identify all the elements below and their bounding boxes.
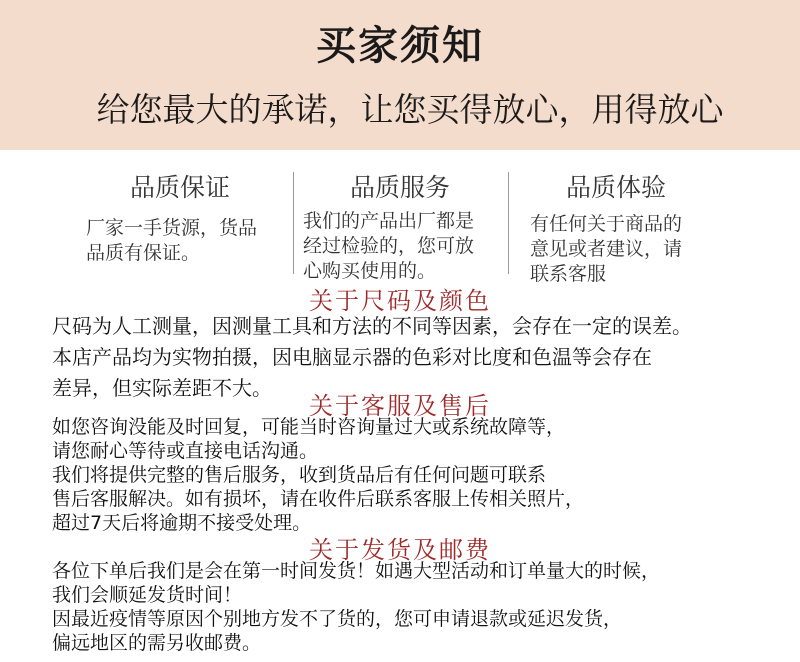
section-line: 本店产品均为实物拍摄，因电脑显示器的色彩对比度和色温等会存在: [52, 345, 652, 369]
column-body-quality-experience: [530, 212, 682, 287]
section-title-size-color: 关于尺码及颜色: [309, 287, 491, 315]
column-line: 经过检验的，您可放: [303, 235, 475, 257]
section-line: 尺码为人工测量，因测量工具和方法的不同等因素，会存在一定的误差。: [52, 314, 692, 338]
section-body-service-aftersales: [52, 415, 792, 535]
column-body-quality-service: [303, 209, 474, 284]
section-line: 我们会顺延发货时间！: [52, 584, 243, 606]
section-body-shipping-postage: [52, 559, 792, 655]
section-line: 各位下单后我们是会在第一时间发货！如遇大型活动和订单量大的时候，: [52, 560, 661, 582]
column-divider: [293, 172, 294, 274]
column-line: 心购买使用的。: [303, 260, 437, 282]
section-line: 偏远地区的需另收邮费。: [52, 632, 262, 654]
header-banner: [0, 0, 800, 150]
column-line: 联系客服: [530, 263, 607, 285]
column-line: 品质有保证。: [86, 242, 201, 264]
page-title: 买家须知: [316, 23, 484, 69]
page-subtitle: 给您最大的承诺，让您买得放心，用得放心: [96, 90, 724, 129]
column-divider: [508, 172, 509, 274]
section-line: 我们将提供完整的售后服务，收到货品后有任何问题可联系: [52, 464, 547, 486]
section-title-shipping-postage: 关于发货及邮费: [309, 536, 491, 564]
column-line: 意见或者建议，请: [530, 238, 683, 260]
section-line: 请您耐心等待或直接电话沟通。: [52, 440, 319, 462]
column-title-quality-service: 品质服务: [349, 173, 450, 202]
section-line: 差异，但实际差距不大。: [52, 376, 272, 400]
column-line: 有任何关于商品的: [530, 213, 683, 235]
column-line: 厂家一手货源，货品: [86, 217, 258, 239]
section-line: 因最近疫情等原因个别地方发不了货的，您可申请退款或延迟发货，: [52, 608, 623, 630]
column-body-quality-guarantee: [86, 216, 257, 266]
section-title-service-aftersales: 关于客服及售后: [309, 392, 491, 420]
section-line: 超过7天后将逾期不接受处理。: [52, 512, 312, 534]
section-line: 如您咨询没能及时回复，可能当时咨询量过大或系统故障等，: [52, 416, 566, 438]
column-line: 我们的产品出厂都是: [303, 210, 475, 232]
section-line: 售后客服解决。如有损坏，请在收件后联系客服上传相关照片，: [52, 488, 585, 510]
column-title-quality-experience: 品质体验: [565, 173, 666, 202]
column-title-quality-guarantee: 品质保证: [129, 173, 230, 202]
